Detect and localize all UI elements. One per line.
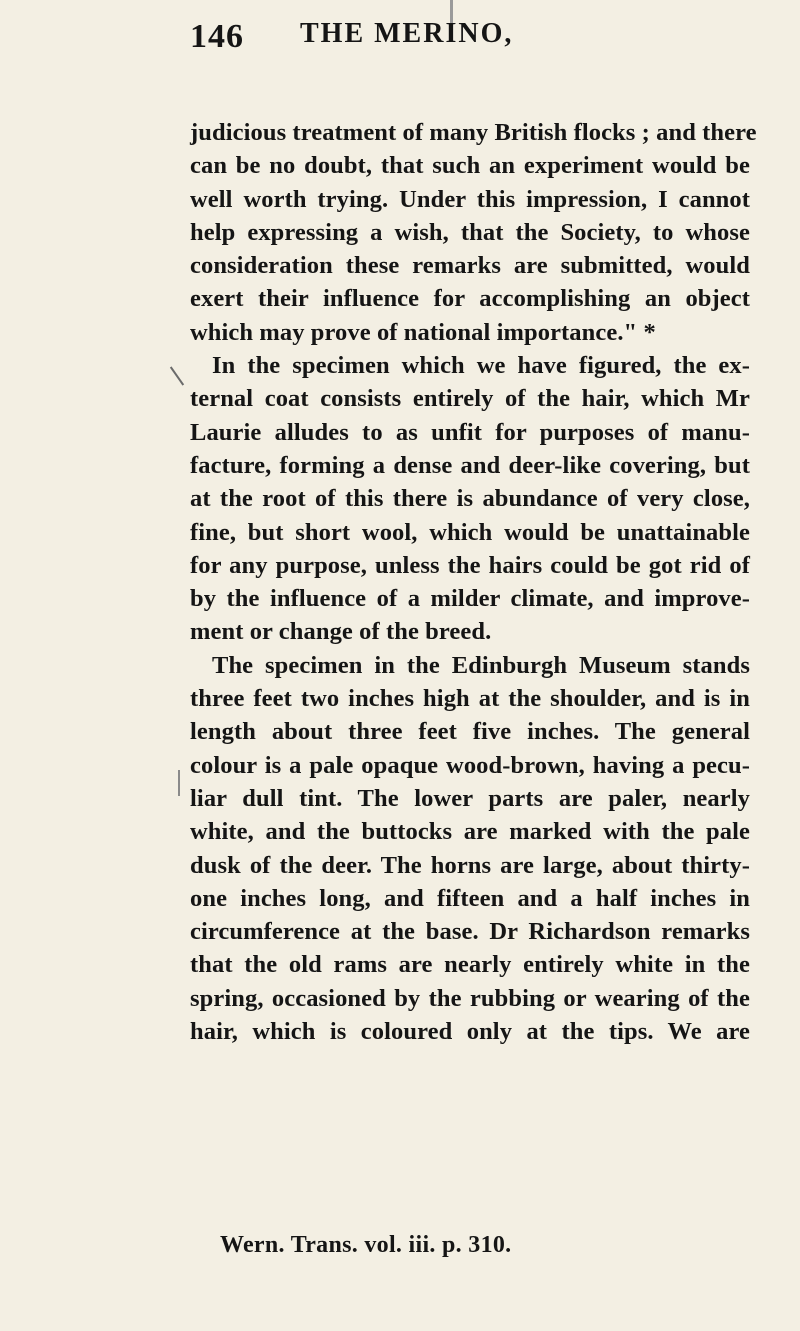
text-line: for any purpose, unless the hairs could be got rid of xyxy=(190,551,750,579)
page-header xyxy=(190,18,750,68)
text-line: white, and the buttocks are marked with the pale xyxy=(190,818,750,846)
text-line: The specimen in the Edinburgh Museum stands xyxy=(212,651,750,679)
text-line: three feet two inches high at the shoulder, and is in xyxy=(190,685,750,713)
text-line: dusk of the deer. The horns are large, about thirty- xyxy=(190,851,750,879)
text-line: Laurie alludes to as unfit for purposes of manu- xyxy=(190,418,750,446)
text-line: exert their influence for accomplishing an object xyxy=(190,285,750,313)
margin-mark xyxy=(170,366,184,385)
text-line: which may prove of national importance." * xyxy=(190,318,656,346)
text-line: colour is a pale opaque wood-brown, having a pecu- xyxy=(190,751,750,779)
text-line: In the specimen which we have figured, the ex- xyxy=(212,352,750,380)
text-line: liar dull tint. The lower parts are paler, nearly xyxy=(190,784,750,812)
text-line: that the old rams are nearly entirely white in the xyxy=(190,951,750,979)
text-line: well worth trying. Under this impression, I cannot xyxy=(190,185,750,213)
text-line: by the influence of a milder climate, and improve- xyxy=(190,585,750,613)
page-number: 146 xyxy=(190,18,244,55)
text-line: at the root of this there is abundance of very close, xyxy=(190,485,750,513)
text-line: judicious treatment of many British flocks ; and there xyxy=(190,119,757,146)
running-head: THE MERINO, xyxy=(300,18,514,49)
text-line: can be no doubt, that such an experiment would be xyxy=(190,152,750,180)
text-line: one inches long, and fifteen and a half inches in xyxy=(190,884,750,912)
text-line: circumference at the base. Dr Richardson remarks xyxy=(190,918,750,946)
body-text xyxy=(190,116,757,1048)
text-line: hair, which is coloured only at the tips. We are xyxy=(190,1018,750,1046)
text-line: consideration these remarks are submitted, would xyxy=(190,252,750,280)
text-line: length about three feet five inches. The general xyxy=(190,718,750,746)
text-line: ternal coat consists entirely of the hair, which Mr xyxy=(190,385,750,413)
footnote: Wern. Trans. vol. iii. p. 310. xyxy=(220,1232,512,1258)
text-line: facture, forming a dense and deer-like covering, but xyxy=(190,451,750,479)
text-line: ment or change of the breed. xyxy=(190,618,492,646)
text-line: help expressing a wish, that the Society, to whose xyxy=(190,218,750,246)
margin-mark xyxy=(178,770,180,796)
text-line: fine, but short wool, which would be unattainable xyxy=(190,518,750,546)
text-line: spring, occasioned by the rubbing or wearing of the xyxy=(190,984,750,1012)
